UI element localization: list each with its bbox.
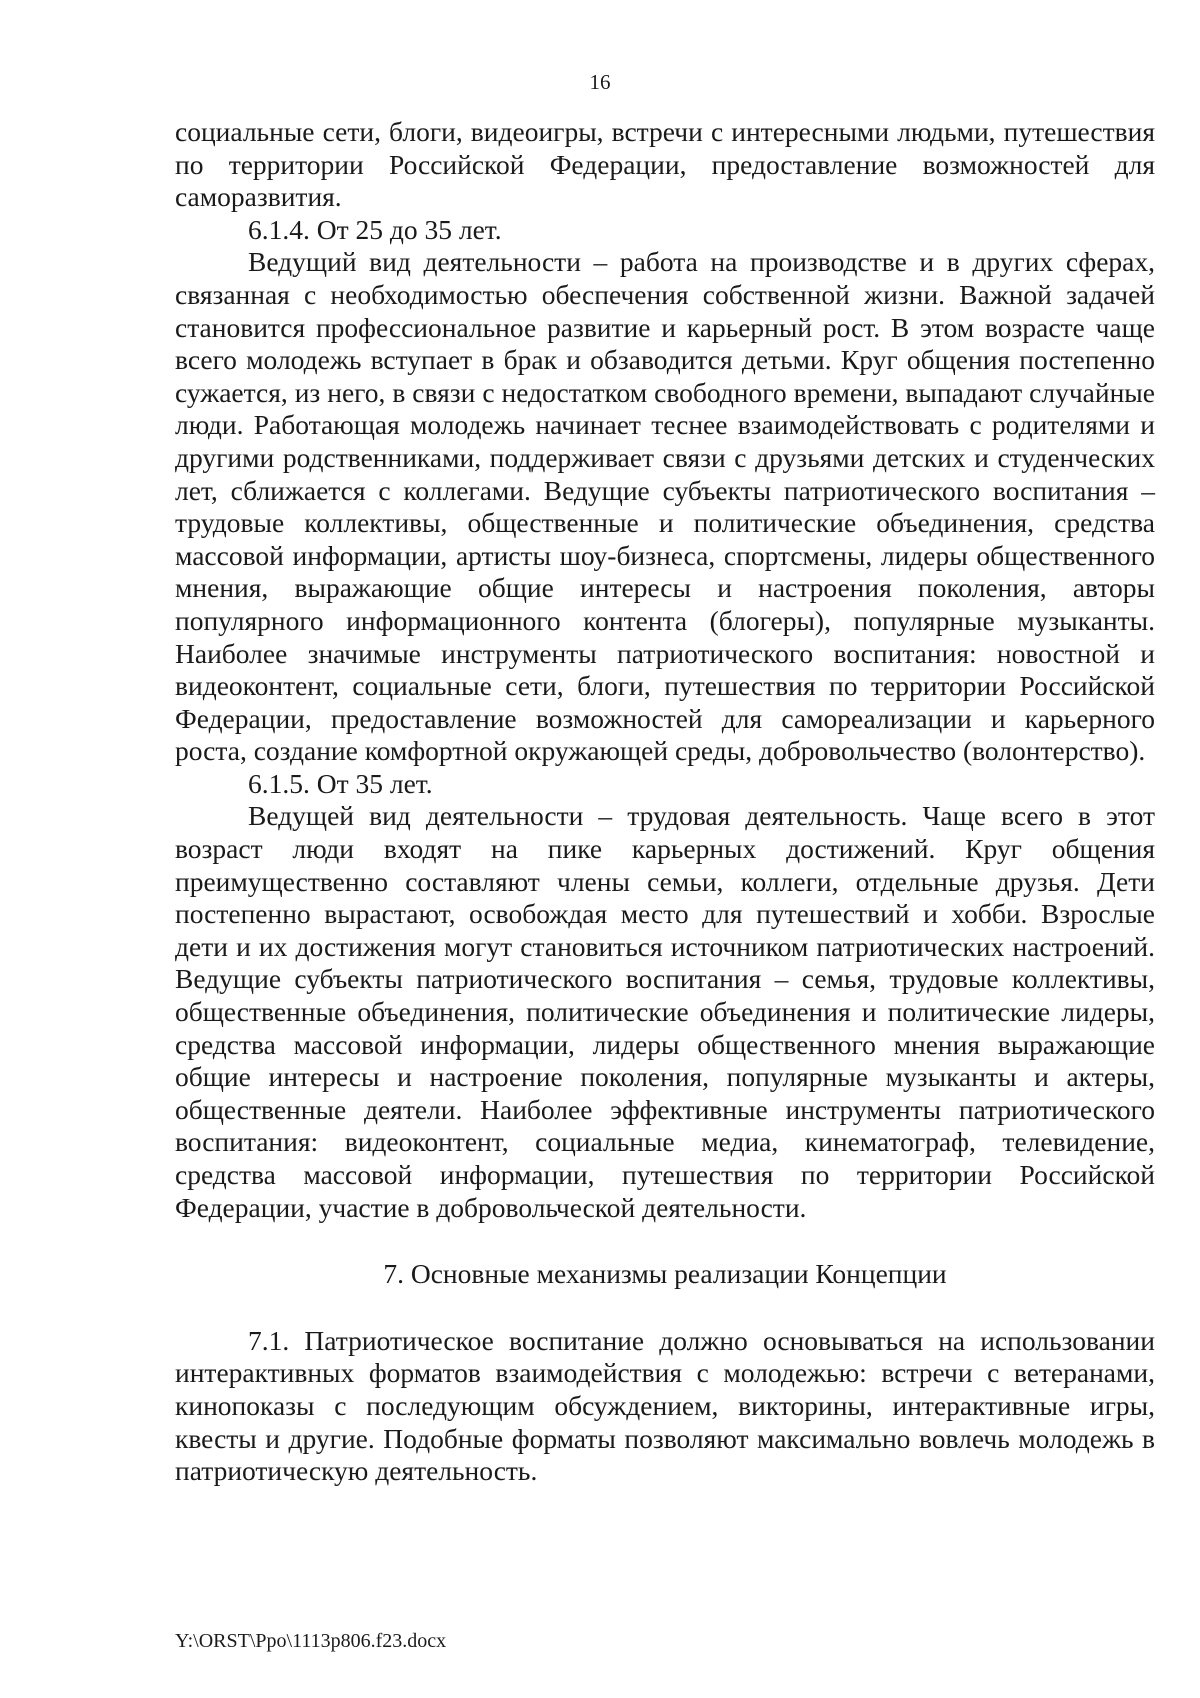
section-6-1-5-title: 6.1.5. От 35 лет. [248, 767, 433, 799]
section-6-1-5-text: Ведущей вид деятельности – трудовая деятельность. Чаще всего в этот возраст люди входят на пике карьерных достижений. Круг общения преимущественно составляют члены семьи, коллеги, отдельные друзья. Дети постепенно вырастают, освобождая место для путешествий и хобби. Взрослые дети и их достижения могут становиться источником патриотических настроений. Ведущие субъекты патриотического воспитания – семья, трудовые коллективы, общественные объединения, политические объединения и политические лидеры, средства массовой информации, лидеры общественного мнения выражающие общие интересы и настроение поколения, популярные музыканты и актеры, общественные деятели. Наиболее эффективные инструменты патриотического воспитания: видеоконтент, социальные медиа, кинематограф, телевидение, средства массовой информации, путешествия по территории Российской Федерации, участие в добровольческой деятельности. [175, 800, 1155, 1223]
section-6-1-4-title: 6.1.4. От 25 до 35 лет. [248, 213, 502, 245]
section-6-1-4-text: Ведущий вид деятельности – работа на производстве и в других сферах, связанная с необходимостью обеспечения собственной жизни. Важной задачей становится профессиональное развитие и карьерный рост. В этом возрасте чаще всего молодежь вступает в брак и обзаводится детьми. Круг общения постепенно сужается, из него, в связи с недостатком свободного времени, выпадают случайные люди. Работающая молодежь начинает теснее взаимодействовать с родителями и другими родственниками, поддерживает связи с друзьями детских и студенческих лет, сближается с коллегами. Ведущие субъекты патриотического воспитания – трудовые коллективы, общественные и политические объединения, средства массовой информации, артисты шоу-бизнеса, спортсмены, лидеры общественного мнения, выражающие общие интересы и настроения поколения, авторы популярного информационного контента (блогеры), популярные музыканты. Наиболее значимые инструменты патриотического воспитания: новостной и видеоконтент, социальные сети, блоги, путешествия по территории Российской Федерации, предоставление возможностей для самореализации и карьерного роста, создание комфортной окружающей среды, добровольчество (волонтерство). [175, 246, 1155, 767]
document-body [175, 116, 1155, 1488]
file-path-footer: Y:\ORST\Ppo\1113p806.f23.docx [175, 1630, 447, 1652]
paragraph-continuation: социальные сети, блоги, видеоигры, встречи с интересными людьми, путешествия по территории Российской Федерации, предоставление возможностей для саморазвития. [175, 116, 1155, 213]
page-number: 16 [589, 70, 611, 94]
section-7-heading: 7. Основные механизмы реализации Концепции [383, 1258, 947, 1290]
section-7-1-text: 7.1. Патриотическое воспитание должно основываться на использовании интерактивных форматов взаимодействия с молодежью: встречи с ветеранами, кинопоказы с последующим обсуждением, викторины, интерактивные игры, квесты и другие. Подобные форматы позволяют максимально вовлечь молодежь в патриотическую деятельность. [175, 1324, 1155, 1487]
